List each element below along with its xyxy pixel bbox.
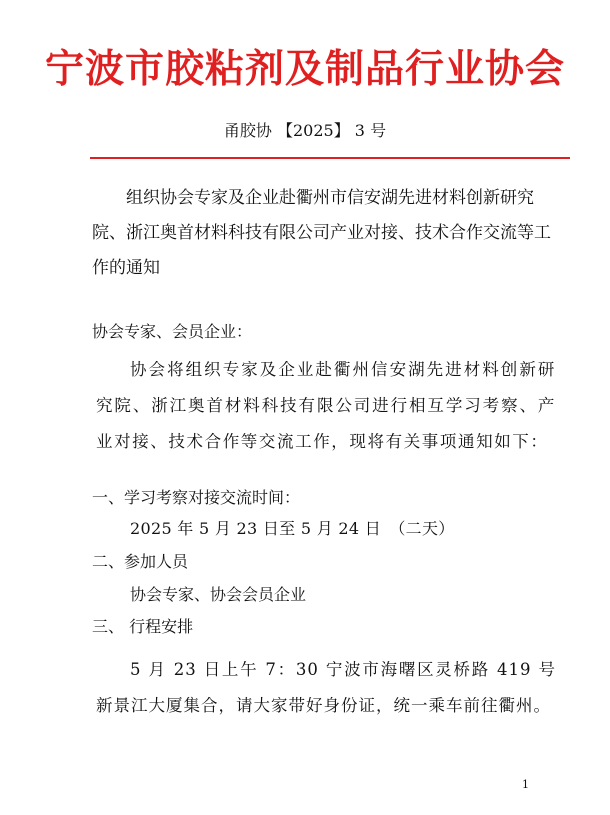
page-number: 1 <box>522 778 529 791</box>
intro-paragraph: 协会将组织专家及企业赴衢州信安湖先进材料创新研究院、浙江奥首材料科技有限公司进行相互学习考察、产业对接、技术合作等交流工作，现将有关事项通知如下： <box>96 360 556 451</box>
red-divider-line <box>90 157 570 159</box>
notice-title: 组织协会专家及企业赴衢州市信安湖先进材料创新研究院、浙江奥首材料科技有限公司产业对接、技术合作交流等工作的通知 <box>92 188 551 278</box>
section-2-heading: 二、参加人员 <box>92 552 189 571</box>
organization-title: 宁波市胶粘剂及制品行业协会 <box>44 46 565 92</box>
document-number: 甬胶协 【2025】 3 号 <box>223 121 387 140</box>
salutation: 协会专家、会员企业： <box>92 322 253 341</box>
section-1-content: 2025 年 5 月 23 日至 5 月 24 日 （二天） <box>130 519 455 538</box>
section-2-content: 协会专家、协会会员企业 <box>130 585 307 604</box>
section-3-content: 5 月 23 日上午 7：30 宁波市海曙区灵桥路 419 号新景江大厦集合，请大家带好身份证，统一乘车前往衢州。 <box>96 660 556 715</box>
section-1-heading: 一、学习考察对接交流时间： <box>92 488 301 507</box>
section-3-heading: 三、 行程安排 <box>92 617 194 636</box>
